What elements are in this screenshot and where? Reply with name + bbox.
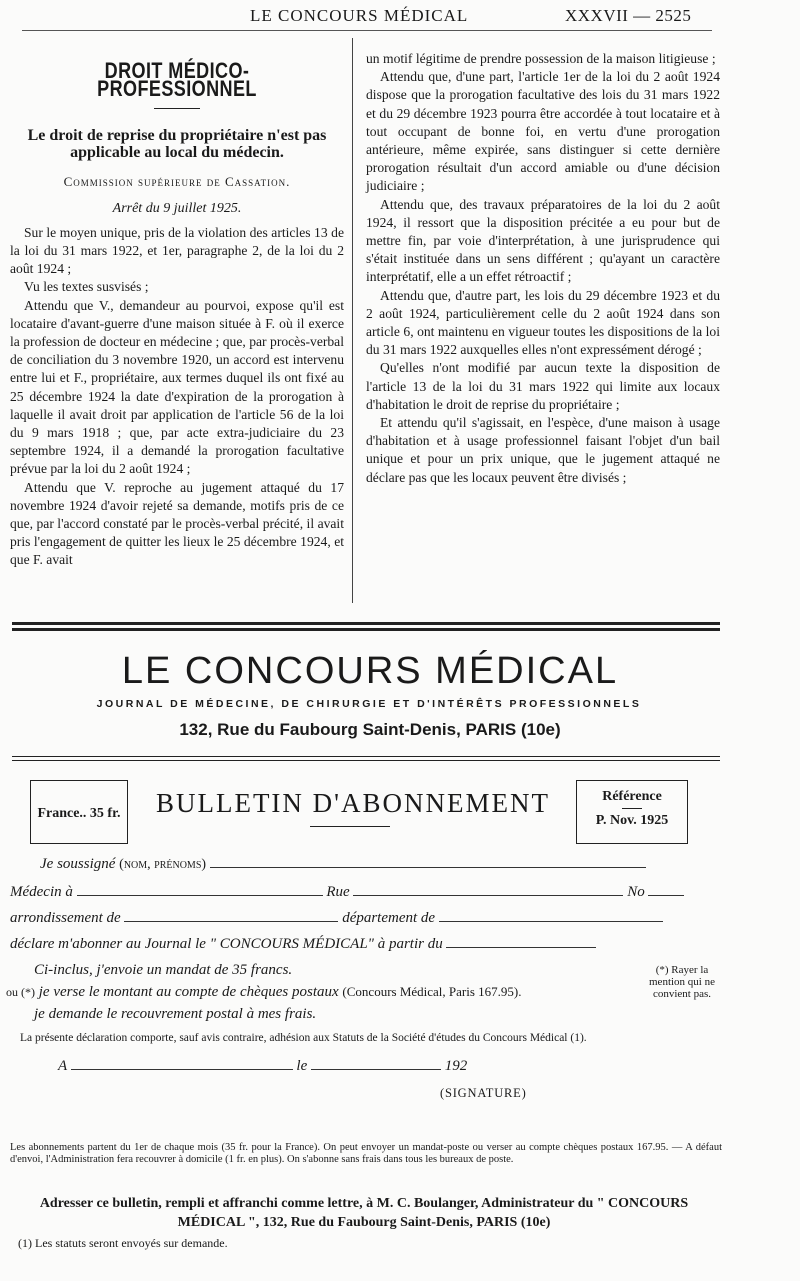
case-title: Le droit de reprise du propriétaire n'est pas applicable au local du médecin. [27,127,327,162]
soussigne-label: Je soussigné [40,856,116,872]
form-title-rule [310,826,390,827]
ruling-date: Arrêt du 9 juillet 1925. [112,200,242,216]
street-label: Rue [326,884,350,900]
date-line [58,1058,467,1075]
option-cheques-label: je verse le montant au compte de chèques postaux [38,984,339,1000]
price-label: France.. 35 fr. [37,806,121,821]
year-label: 192 [444,1058,468,1074]
price-box [30,780,128,844]
reference-label: Référence [602,789,662,804]
date-label: le [296,1058,308,1074]
medecin-line [10,884,684,901]
form-top-rule [12,760,720,761]
running-head [0,6,800,28]
departement-label: département de [342,910,436,926]
reference-value: P. Nov. 1925 [595,813,669,828]
right-column [366,50,720,487]
start-date-field[interactable] [446,946,596,948]
arrondissement-field[interactable] [124,920,338,922]
paragraph: Et attendu qu'il s'agissait, en l'espèce, d'une maison à usage d'habitation et à usage professionnel faisant l'objet d'un bail unique et pour un prix unique, que le jugement attaqué ne déclare pas que les locaux peuvent être divisés ; [366,415,720,485]
section-title: DROIT MÉDICO-PROFESSIONNEL [97,58,257,102]
form-top-rule [12,756,720,757]
column-divider [352,38,353,603]
option-cheques-account: (Concours Médical, Paris 167.95). [342,984,522,999]
name-hint: (nom, prénoms) [119,857,207,872]
declare-label: déclare m'abonner au Journal le " CONCOURS MÉDICAL" à partir du [10,936,443,952]
page-folio: XXXVII — 2525 [565,6,692,25]
soussigne-line [40,856,646,873]
option-prefix: ou (*) [6,985,35,999]
date-field[interactable] [311,1068,441,1070]
paragraph: un motif légitime de prendre possession de la maison litigieuse ; [366,51,716,66]
masthead-subtitle: JOURNAL DE MÉDECINE, DE CHIRURGIE ET D'INTÉRÊTS PROFESSIONNELS [96,698,642,710]
declare-line [10,936,596,953]
paragraph: Attendu que, des travaux préparatoires de la loi du 2 août 1924, il ressort que la disposition précitée a eu pour but de mettre fin, par voie d'interprétation, à une jurisprudence qui s'était instituée dans un sens différent ; qu'ayant un caractère interprétatif, elle a un effet rétroactif ; [366,196,720,285]
arrondissement-line [10,910,663,927]
option-mandat[interactable] [34,962,292,979]
form-title: BULLETIN D'ABONNEMENT [155,788,551,818]
option-recouvrement-label: je demande le recouvrement postal à mes frais. [34,1006,317,1022]
footnote: (1) Les statuts seront envoyés sur demande. [18,1236,228,1250]
running-head-title: LE CONCOURS MÉDICAL [250,6,469,25]
reference-rule [622,808,642,809]
paragraph: Qu'elles n'ont modifié par aucun texte la disposition de l'article 13 de la loi du 31 mars 1922 qui limite aux locaux d'habitation le droit de reprise du propriétaire ; [366,360,720,412]
subscription-fine-print: Les abonnements partent du 1er de chaque mois (35 fr. pour la France). On peut envoyer un mandat-poste ou verser au compte chèques postaux 167.95. — A défaut d'envoi, l'Administration fera recouvrer à domicile (1 fr. en plus). On s'abonne sans frais dans tous les bureaux de poste. [10,1142,722,1165]
paragraph: Attendu que V., demandeur au pourvoi, expose qu'il est locataire d'avant-guerre d'une maison située à F. où il exerce la profession de docteur en médecine ; que, par procès-verbal de conciliation du 3 novembre 1920, un accord est intervenu entre lui et F., propriétaire, aux termes duquel ils ont fixé au 25 décembre 1924 la date d'expiration de la prorogation à laquelle il avait droit par application de l'article 56 de la loi du 9 mars 1918 ; que, par acte extra-judiciaire du 23 septembre 1924, il a demandé la prorogation facultative prévue par la loi du 2 août 1924 ; [10,297,344,477]
option-mandat-label: Ci-inclus, j'envoie un mandat de 35 francs. [34,962,293,978]
masthead-title: LE CONCOURS MÉDICAL [121,650,619,692]
option-note: (*) Rayer la mention qui ne convient pas. [649,964,715,1000]
title-rule [154,108,200,109]
separator-rule [12,628,720,631]
mailing-notice: Adresser ce bulletin, rempli et affranchi comme lettre, à M. C. Boulanger, Administrateur du " CONCOURS MÉDICAL ", 132, Rue du Faubourg Saint-Denis, PARIS (10e) [39,1196,689,1230]
header-rule [22,30,712,31]
paragraph: Attendu que V. reproche au jugement attaqué du 17 novembre 1924 d'avoir rejeté sa demande, motifs pris de ce que, par l'accord constaté par le procès-verbal précité, il avait pris l'engagement de quitter les lieux le 25 décembre 1924, et que F. avait [10,479,344,568]
arrondissement-label: arrondissement de [10,910,121,926]
paragraph: Attendu que, d'autre part, les lois du 29 décembre 1923 et du 2 août 1924, particulièrement celle du 2 août 1924 dans son article 6, ont maintenu en vigueur toutes les dispositions de la loi du 31 mars 1922 auxquelles elles n'ont expressément dérogé ; [366,287,720,358]
name-field[interactable] [210,866,646,868]
option-cheques[interactable] [6,984,522,1001]
number-field[interactable] [648,894,684,896]
masthead-address: 132, Rue du Faubourg Saint-Denis, PARIS (10e) [179,720,561,739]
court-name: Commission supérieure de Cassation. [63,174,291,190]
reference-box [576,780,688,844]
place-field[interactable] [71,1068,293,1070]
paragraph: Attendu que, d'une part, l'article 1er de la loi du 2 août 1924 dispose que la prorogation facultative des lois du 31 mars 1922 et du 29 décembre 1923 pourra être accordée à tout locataire et à tout occupant de bonne foi, en vertu d'une prorogation antérieure, même expirée, sans distinguer si cette dernière prorogation résultait d'un accord amiable ou d'une décision judiciaire ; [366,69,720,194]
medecin-label: Médecin à [10,884,73,900]
paragraph: Vu les textes susvisés ; [24,279,149,295]
left-column [10,58,344,570]
departement-field[interactable] [439,920,663,922]
option-recouvrement[interactable] [34,1006,316,1023]
statuts-note: La présente déclaration comporte, sauf avis contraire, adhésion aux Statuts de la Société d'études du Concours Médical (1). [20,1032,587,1044]
city-field[interactable] [77,894,323,896]
number-label: No [627,884,645,900]
street-field[interactable] [353,894,623,896]
place-label: A [58,1058,67,1074]
paragraph: Sur le moyen unique, pris de la violation des articles 13 de la loi du 31 mars 1922, et 1er, paragraphe 2, de la loi du 2 août 1924 ; [10,224,344,277]
separator-rule [12,622,720,625]
signature-label: (SIGNATURE) [440,1086,527,1100]
